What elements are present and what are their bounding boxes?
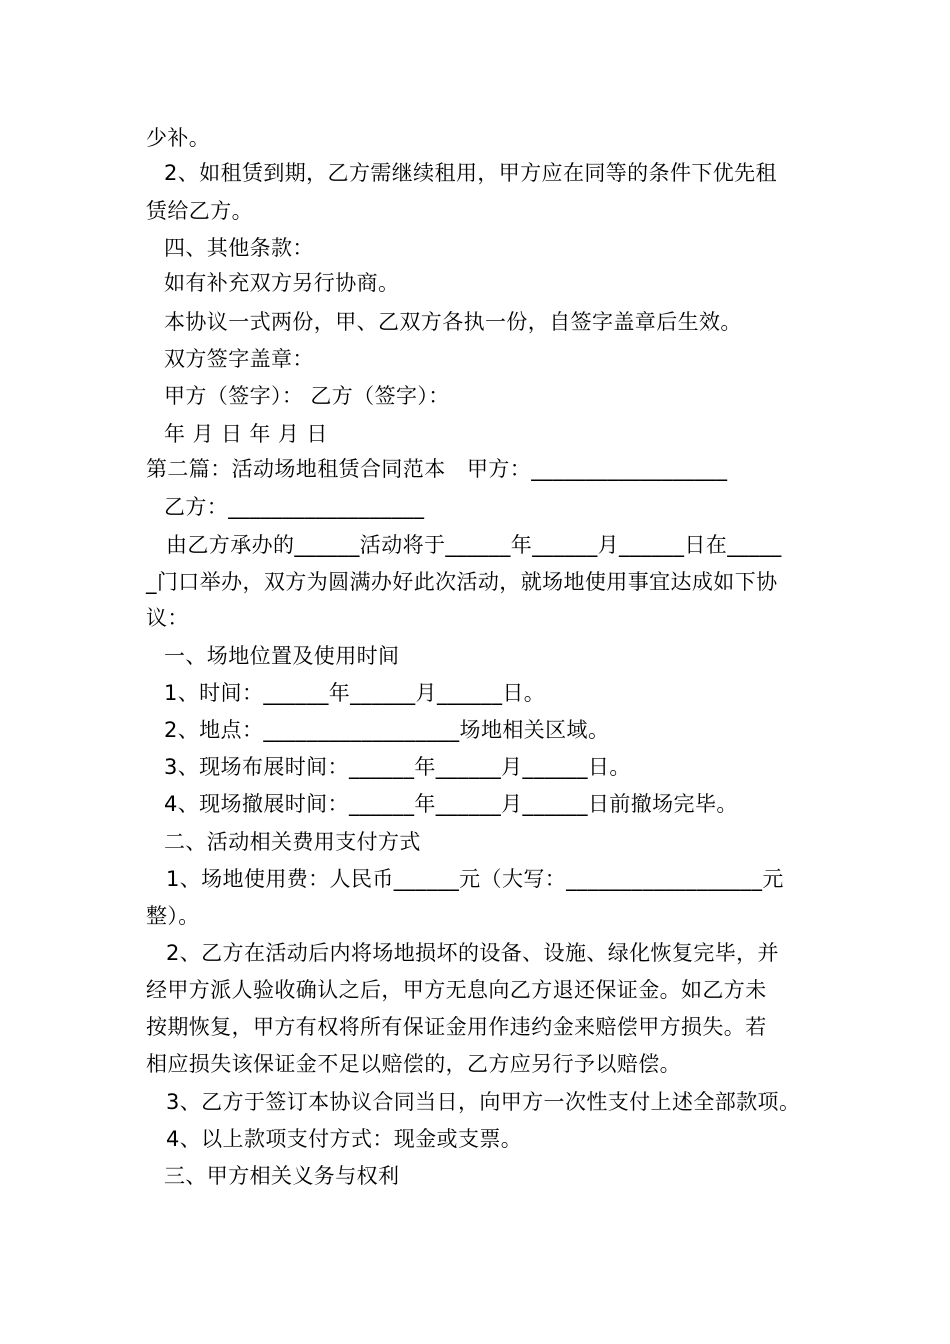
text-line: 经甲方派人验收确认之后，甲方无息向乙方退还保证金。如乙方未 [146, 978, 767, 1002]
text-line: 按期恢复，甲方有权将所有保证金用作违约金来赔偿甲方损失。若 [146, 1015, 767, 1039]
text-line: 3、现场布展时间：______年______月______日。 [164, 755, 631, 779]
text-line: 2、如租赁到期，乙方需继续租用，甲方应在同等的条件下优先租 [164, 161, 777, 185]
text-line: 1、时间：______年______月______日。 [164, 681, 546, 705]
text-line: _门口举办，双方为圆满办好此次活动，就场地使用事宜达成如下协 [146, 570, 778, 594]
text-line: 2、地点：__________________场地相关区域。 [164, 718, 610, 742]
section-heading: 三、甲方相关义务与权利 [164, 1164, 400, 1188]
text-line: 4、现场撤展时间：______年______月______日前撤场完毕。 [164, 792, 738, 816]
text-line: 3、乙方于签订本协议合同当日，向甲方一次性支付上述全部款项。 [166, 1090, 801, 1114]
text-line: 议： [146, 606, 189, 630]
text-line: 如有补充双方另行协商。 [164, 271, 400, 295]
text-line: 2、乙方在活动后内将场地损坏的设备、设施、绿化恢复完毕，并 [166, 941, 779, 965]
section-heading: 一、场地位置及使用时间 [164, 644, 400, 668]
section-heading: 二、活动相关费用支付方式 [164, 830, 421, 854]
text-line: 由乙方承办的______活动将于______年______月______日在_____ [166, 533, 782, 557]
text-line: 相应损失该保证金不足以赔偿的，乙方应另行予以赔偿。 [146, 1052, 681, 1076]
date-line: 年 月 日 年 月 日 [164, 422, 328, 446]
text-line: 乙方：__________________ [164, 495, 425, 519]
text-line: 4、以上款项支付方式：现金或支票。 [166, 1127, 523, 1151]
text-line: 少补。 [146, 126, 211, 150]
signature-line: 甲方（签字）： 乙方（签字）： [164, 384, 450, 408]
section-heading: 四、其他条款： [164, 236, 314, 260]
text-line: 本协议一式两份，甲、乙双方各执一份，自签字盖章后生效。 [164, 310, 742, 334]
text-line: 赁给乙方。 [146, 199, 253, 223]
chapter-title: 第二篇：活动场地租赁合同范本 甲方：__________________ [146, 457, 728, 481]
text-line: 1、场地使用费：人民币______元（大写：__________________元 [166, 867, 784, 891]
text-line: 双方签字盖章： [164, 347, 314, 371]
text-line: 整）。 [146, 904, 200, 928]
